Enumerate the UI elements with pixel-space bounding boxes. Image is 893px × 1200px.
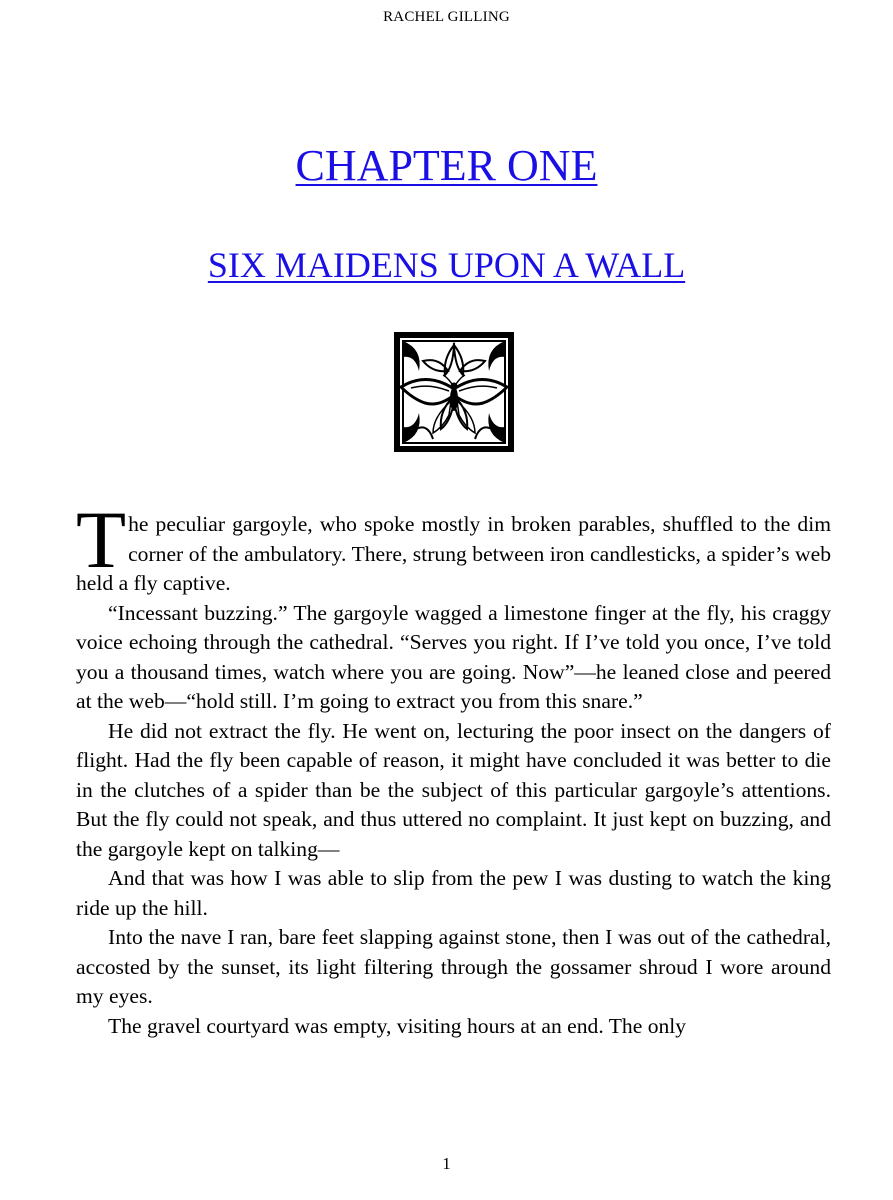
body-paragraph: He did not extract the fly. He went on, lecturing the poor insect on the dangers of flight. Had the fly been capable of reason, it might have concluded it was better to die in the clutches of a spider than be the subject of this particular gargoyle’s attentions. But the fly could not speak, and thus uttered no complaint. It just kept on buzzing, and the gargoyle kept on talking— xyxy=(76,718,831,861)
body-paragraph: Into the nave I ran, bare feet slapping against stone, then I was out of the cathedral, accosted by the sunset, its light filtering through the gossamer shroud I wore around my eyes. xyxy=(76,925,831,1008)
drop-cap: T xyxy=(76,494,127,585)
chapter-subtitle-link[interactable]: SIX MAIDENS UPON A WALL xyxy=(207,245,686,285)
chapter-body xyxy=(76,476,831,1041)
moth-ornament-icon xyxy=(393,331,515,453)
chapter-title-link[interactable]: CHAPTER ONE xyxy=(295,141,598,190)
running-head: RACHEL GILLING xyxy=(383,9,510,25)
body-paragraph: The gravel courtyard was empty, visiting hours at an end. The only xyxy=(108,1013,687,1038)
chapter-title xyxy=(0,141,893,191)
page-number: 1 xyxy=(442,1154,451,1173)
body-paragraph: “Incessant buzzing.” The gargoyle wagged a limestone finger at the fly, his craggy voice echoing through the cathedral. “Serves you right. If I’ve told you once, I’ve told you a thousand times, watch where you are going. Now”—he leaned close and peered at the web—“hold still. I’m going to extract you from this snare.” xyxy=(76,600,831,713)
chapter-subtitle xyxy=(0,243,893,287)
body-paragraph: And that was how I was able to slip from the pew I was dusting to watch the king ride up the hill. xyxy=(76,866,831,920)
first-paragraph-text: he peculiar gargoyle, who spoke mostly in broken parables, shuffled to the dim corner of the ambulatory. There, strung between iron candlesticks, a spider’s web held a fly captive. xyxy=(76,512,831,595)
body-paragraph xyxy=(76,494,831,599)
